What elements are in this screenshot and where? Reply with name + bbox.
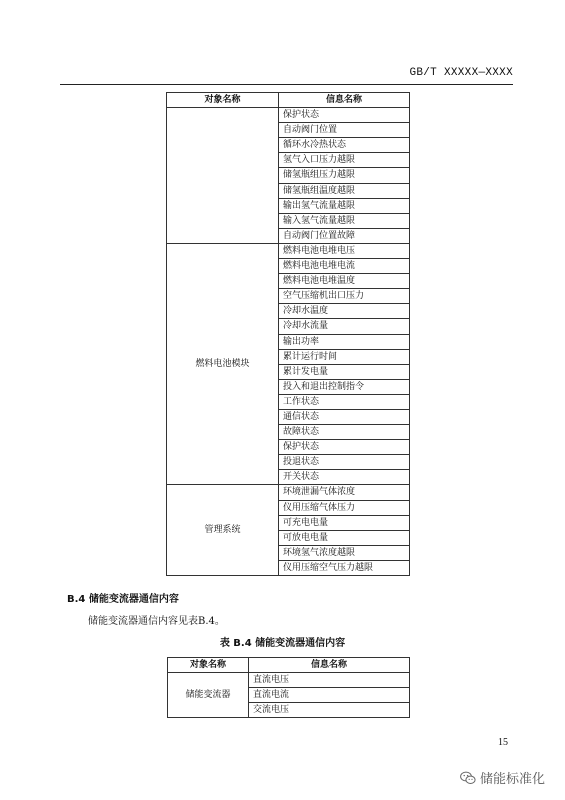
- info-name-cell: 直流电压: [249, 673, 410, 688]
- info-name-cell: 累计发电量: [279, 364, 410, 379]
- info-name-cell: 投入和退出控制指令: [279, 379, 410, 394]
- table-row: [167, 108, 410, 123]
- object-name-cell: [167, 108, 279, 244]
- info-name-cell: 氢气入口压力越限: [279, 153, 410, 168]
- info-name-cell: 输出氢气流量越限: [279, 198, 410, 213]
- info-name-cell: 环境氢气浓度越限: [279, 545, 410, 560]
- document-code: GB/T XXXXX—XXXX: [409, 67, 513, 79]
- section-heading: B.4 储能变流器通信内容: [67, 594, 179, 605]
- column-header-info: 信息名称: [279, 93, 410, 108]
- watermark-text: 储能标准化: [479, 772, 545, 787]
- info-name-cell: 通信状态: [279, 409, 410, 424]
- info-name-cell: 空气压缩机出口压力: [279, 289, 410, 304]
- object-name-cell: 燃料电池模块: [167, 243, 279, 485]
- object-name-cell: 管理系统: [167, 485, 279, 576]
- info-name-cell: 仪用压缩气体压力: [279, 500, 410, 515]
- info-name-cell: 直流电流: [249, 688, 410, 703]
- info-name-cell: 可充电电量: [279, 515, 410, 530]
- table-header-row: [167, 93, 410, 108]
- wechat-icon: [460, 771, 476, 785]
- column-header-object: 对象名称: [167, 93, 279, 108]
- header-rule: [60, 84, 513, 85]
- info-table-body: [167, 108, 410, 576]
- info-name-cell: 燃料电池电堆电流: [279, 259, 410, 274]
- info-name-cell: 环境泄漏气体浓度: [279, 485, 410, 500]
- info-name-cell: 工作状态: [279, 394, 410, 409]
- column-header-object: 对象名称: [168, 658, 249, 673]
- table-caption: 表 B.4 储能变流器通信内容: [219, 638, 346, 649]
- watermark: [460, 768, 545, 787]
- info-name-cell: 冷却水流量: [279, 319, 410, 334]
- info-name-cell: 自动阀门位置故障: [279, 228, 410, 243]
- section-paragraph: 储能变流器通信内容见表B.4。: [88, 616, 225, 627]
- info-name-cell: 保护状态: [279, 108, 410, 123]
- info-name-cell: 冷却水温度: [279, 304, 410, 319]
- info-name-cell: 储氢瓶组压力越限: [279, 168, 410, 183]
- info-table: [166, 92, 410, 576]
- info-name-cell: 燃料电池电堆电压: [279, 243, 410, 258]
- table-b4-body: [168, 673, 410, 718]
- info-name-cell: 保护状态: [279, 440, 410, 455]
- table-row: [167, 243, 410, 258]
- table-row: [168, 673, 410, 688]
- info-name-cell: 自动阀门位置: [279, 123, 410, 138]
- page-number: 15: [498, 737, 508, 748]
- info-name-cell: 燃料电池电堆温度: [279, 274, 410, 289]
- info-name-cell: 投退状态: [279, 455, 410, 470]
- info-name-cell: 累计运行时间: [279, 349, 410, 364]
- info-name-cell: 仪用压缩空气压力越限: [279, 560, 410, 575]
- table-b4: [167, 657, 410, 718]
- info-name-cell: 可放电电量: [279, 530, 410, 545]
- info-name-cell: 输出功率: [279, 334, 410, 349]
- table-header-row: [168, 658, 410, 673]
- column-header-info: 信息名称: [249, 658, 410, 673]
- table-row: [167, 485, 410, 500]
- info-name-cell: 开关状态: [279, 470, 410, 485]
- info-name-cell: 交流电压: [249, 703, 410, 718]
- info-name-cell: 输入氢气流量越限: [279, 213, 410, 228]
- info-name-cell: 储氢瓶组温度越限: [279, 183, 410, 198]
- info-name-cell: 故障状态: [279, 425, 410, 440]
- info-name-cell: 循环水冷热状态: [279, 138, 410, 153]
- object-name-cell: 储能变流器: [168, 673, 249, 718]
